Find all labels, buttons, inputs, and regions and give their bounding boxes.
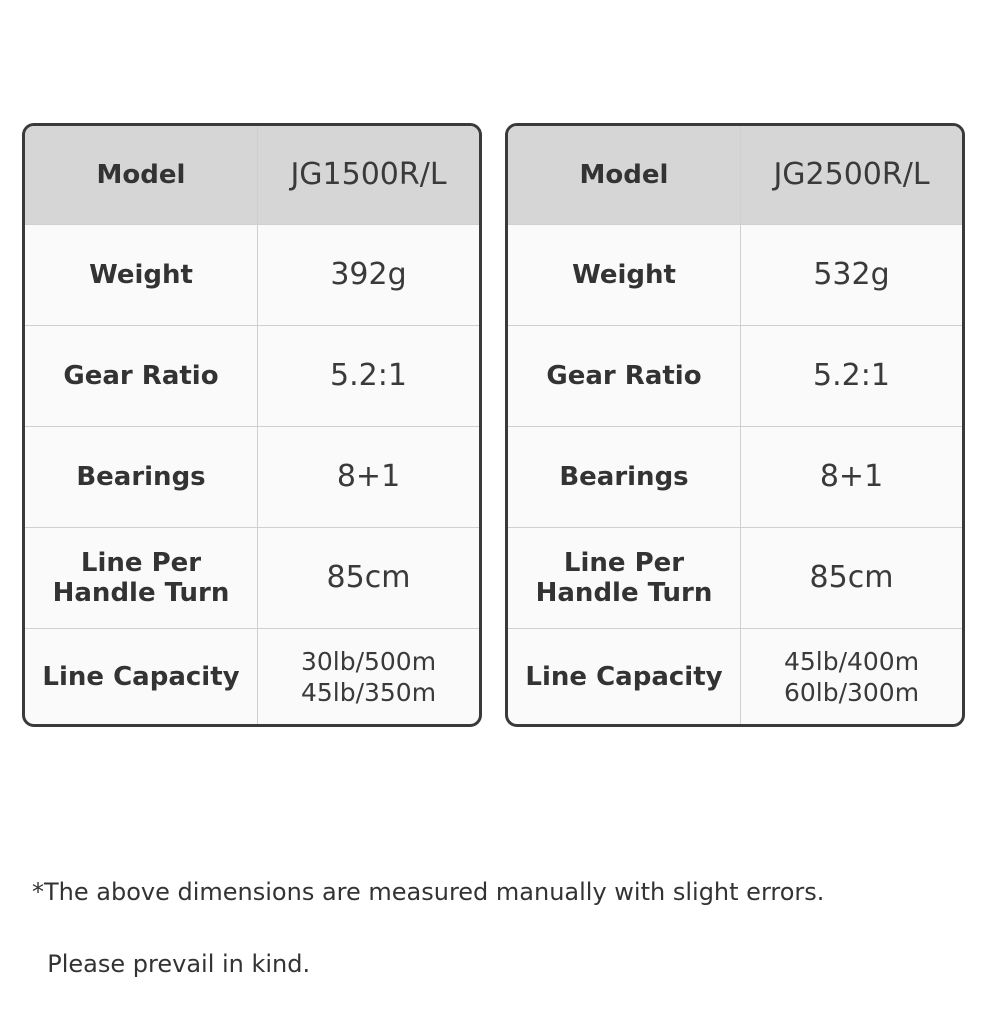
model-label: Model [25,126,258,224]
line-capacity-label: Line Capacity [25,629,258,724]
weight-label: Weight [25,225,258,325]
weight-value: 532g [813,257,890,292]
table-row-weight [25,224,479,325]
table-row-line-capacity [25,628,479,724]
footnote-line: Please prevail in kind. [32,950,311,978]
capacity-line: 60lb/300m [783,677,920,707]
line-per-handle-turn-label [25,528,258,628]
table-row-gear-ratio [25,325,479,426]
gear-ratio-label: Gear Ratio [508,326,741,426]
bearings-label: Bearings [508,427,741,527]
table-row-bearings [25,426,479,527]
model-value: JG2500R/L [773,157,930,192]
footnote [32,838,972,1018]
table-row-model [508,126,962,224]
label-line: Handle Turn [535,578,713,608]
line-capacity-value [258,629,479,724]
capacity-line: 30lb/500m [300,646,437,676]
weight-label: Weight [508,225,741,325]
label-line: Handle Turn [52,578,230,608]
line-capacity-value [741,629,962,724]
table-row-line-capacity [508,628,962,724]
spec-table-jg1500 [22,123,482,727]
capacity-line: 45lb/400m [783,646,920,676]
weight-value: 392g [330,257,407,292]
bearings-label: Bearings [25,427,258,527]
line-per-handle-turn-value: 85cm [809,560,894,595]
line-per-handle-turn-value: 85cm [326,560,411,595]
table-row-line-per-handle-turn [25,527,479,628]
label-line: Line Per [563,548,685,578]
label-line: Line Per [80,548,202,578]
table-row-weight [508,224,962,325]
bearings-value: 8+1 [336,459,401,494]
model-label: Model [508,126,741,224]
line-capacity-label: Line Capacity [508,629,741,724]
gear-ratio-value: 5.2:1 [813,358,890,393]
line-per-handle-turn-label [508,528,741,628]
model-value: JG1500R/L [290,157,447,192]
table-row-line-per-handle-turn [508,527,962,628]
capacity-line: 45lb/350m [300,677,437,707]
spec-table-jg2500 [505,123,965,727]
table-row-model [25,126,479,224]
gear-ratio-label: Gear Ratio [25,326,258,426]
table-row-gear-ratio [508,325,962,426]
footnote-line: *The above dimensions are measured manually with slight errors. [32,878,825,906]
bearings-value: 8+1 [819,459,884,494]
table-row-bearings [508,426,962,527]
gear-ratio-value: 5.2:1 [330,358,407,393]
